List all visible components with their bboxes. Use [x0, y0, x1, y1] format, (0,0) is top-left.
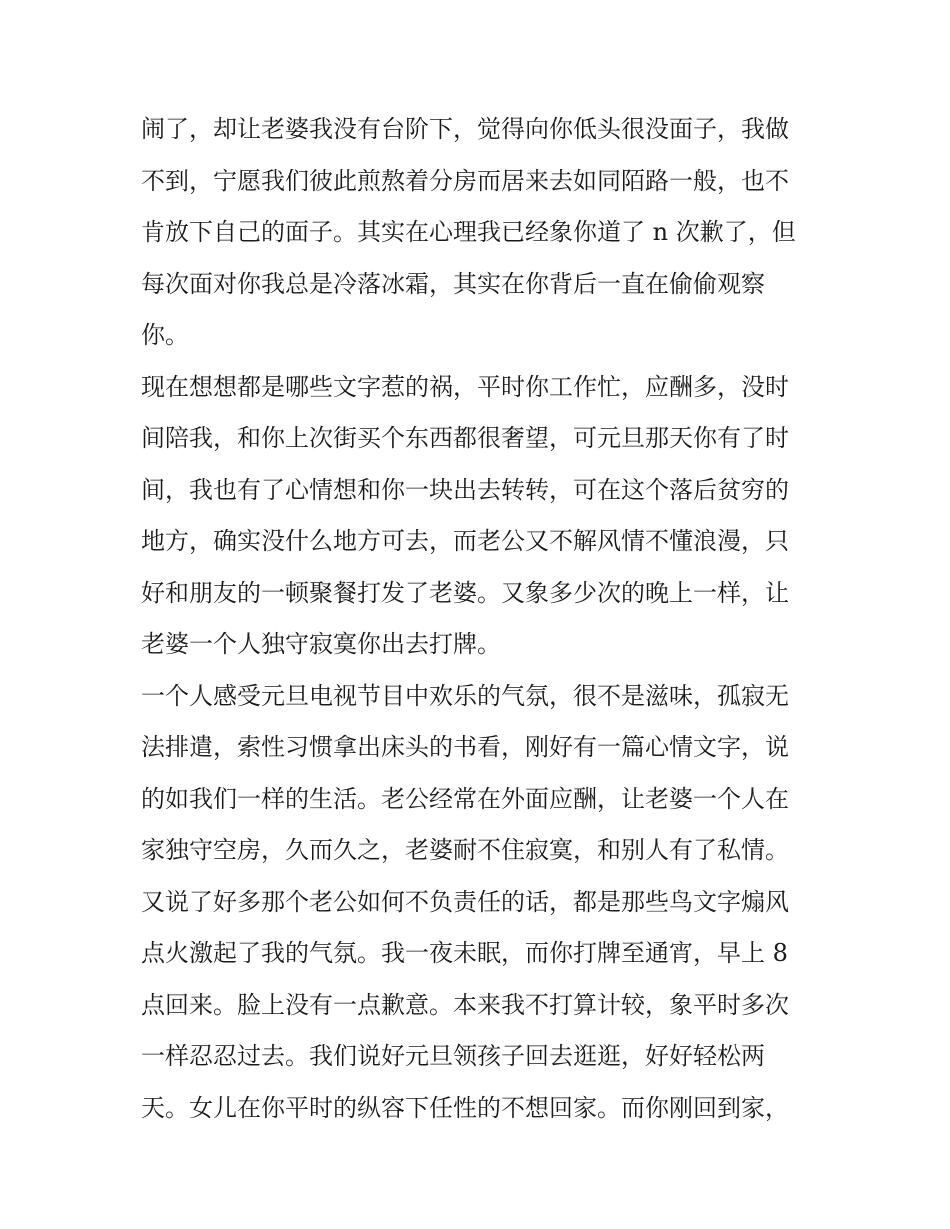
text-line: 闹了，却让老婆我没有台阶下，觉得向你低头很没面子，我做	[141, 115, 789, 143]
text-line: 的如我们一样的生活。老公经常在外面应酬，让老婆一个人在	[141, 784, 789, 813]
text-line: 老婆一个人独守寂寞你出去打牌。	[141, 630, 501, 658]
text-line: 每次面对你我总是冷落冰霜，其实在你背后一直在偷偷观察	[141, 269, 765, 298]
text-line: 点回来。脸上没有一点歉意。本来我不打算计较，象平时多次	[141, 990, 789, 1019]
text-line: 你。	[141, 321, 189, 349]
text-line: 不到，宁愿我们彼此煎熬着分房而居来去如同陌路一般，也不	[141, 166, 789, 195]
text-line: 又说了好多那个老公如何不负责任的话，都是那些鸟文字煽风	[141, 887, 789, 916]
text-line: 肯放下自己的面子。其实在心理我已经象你道了 n 次歉了，但	[141, 218, 796, 246]
text-line: 间陪我，和你上次街买个东西都很奢望，可元旦那天你有了时	[141, 424, 789, 452]
text-line: 地方，确实没什么地方可去，而老公又不解风情不懂浪漫，只	[141, 527, 789, 555]
text-line: 家独守空房，久而久之，老婆耐不住寂寞，和别人有了私情。	[141, 836, 789, 864]
text-line: 天。女儿在你平时的纵容下任性的不想回家。而你刚回到家，	[141, 1093, 789, 1122]
text-line: 现在想想都是哪些文字惹的祸，平时你工作忙，应酬多，没时	[141, 372, 789, 401]
body-text	[141, 104, 821, 1134]
text-line: 一个人感受元旦电视节目中欢乐的气氛，很不是滋味，孤寂无	[141, 681, 789, 710]
text-line: 法排遣，索性习惯拿出床头的书看，刚好有一篇心情文字，说	[141, 733, 789, 761]
text-line: 点火激起了我的气氛。我一夜未眠，而你打牌至通宵，早上 8	[141, 939, 788, 967]
text-line: 一样忍忍过去。我们说好元旦领孩子回去逛逛，好好轻松两	[141, 1042, 765, 1070]
text-line: 好和朋友的一顿聚餐打发了老婆。又象多少次的晚上一样，让	[141, 578, 789, 607]
text-line: 间，我也有了心情想和你一块出去转转，可在这个落后贫穷的	[141, 475, 789, 504]
